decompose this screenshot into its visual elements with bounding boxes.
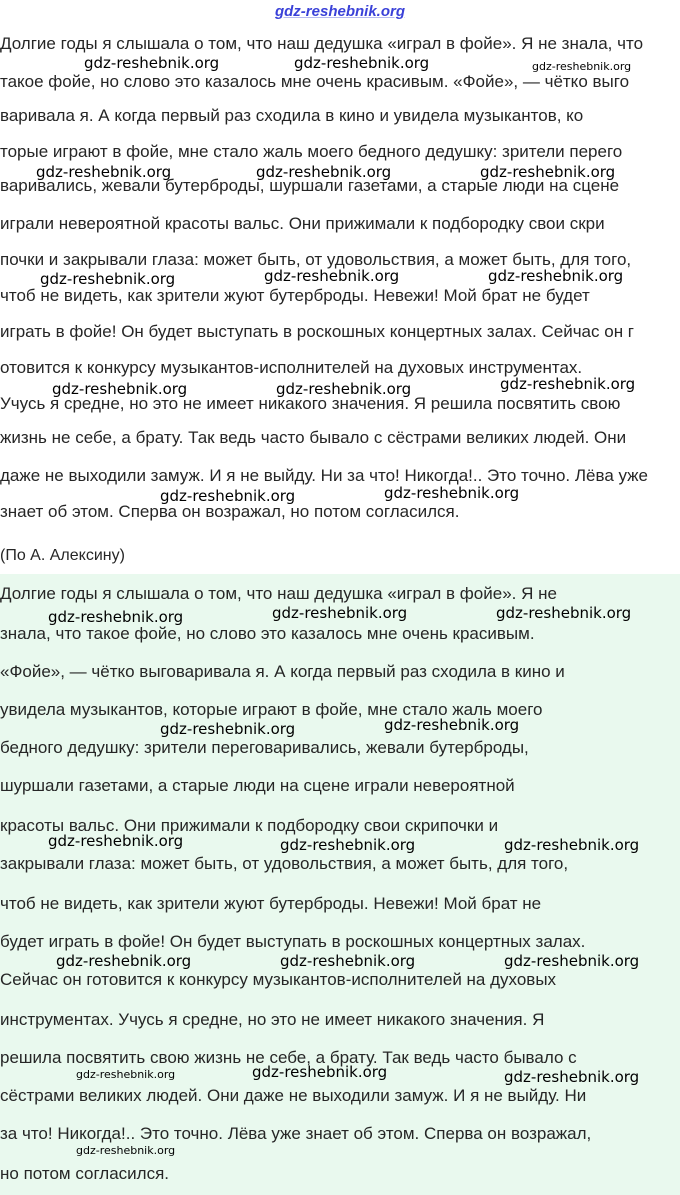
watermark: gdz-reshebnik.org (56, 952, 192, 970)
text-line: бедного дедушку: зрители переговаривались, жевали бутерброды, (0, 738, 529, 757)
watermark: gdz-reshebnik.org (532, 60, 632, 73)
text-line: красоты вальс. Они прижимали к подбородку свои скрипочки и (0, 816, 499, 835)
watermark: gdz-reshebnik.org (48, 832, 184, 850)
original-text-block (0, 30, 680, 530)
watermark: gdz-reshebnik.org (40, 270, 176, 288)
text-line: отовится к конкурсу музыкантов-исполнителей на духовых инструментах. (0, 358, 583, 377)
source-attribution: (По А. Алексину) (0, 547, 125, 564)
text-line: увидела музыкантов, которые играют в фойе, мне стало жаль моего (0, 700, 543, 719)
text-line: инструментах. Учусь я средне, но это не имеет никакого значения. Я (0, 1010, 545, 1029)
answer-text-block (0, 574, 680, 1195)
watermark: gdz-reshebnik.org (504, 952, 640, 970)
text-line: но потом согласился. (0, 1164, 170, 1183)
watermark: gdz-reshebnik.org (504, 1068, 640, 1086)
watermark: gdz-reshebnik.org (294, 54, 430, 72)
text-line: Долгие годы я слышала о том, что наш дедушка «играл в фойе». Я не знала, что (0, 34, 644, 53)
text-line: шуршали газетами, а старые люди на сцене играли невероятной (0, 776, 515, 795)
text-line: решила посвятить свою жизнь не себе, а брату. Так ведь часто бывало с (0, 1048, 577, 1067)
watermark: gdz-reshebnik.org (488, 267, 624, 285)
watermark: gdz-reshebnik.org (160, 487, 296, 505)
watermark: gdz-reshebnik.org (36, 163, 172, 181)
watermark: gdz-reshebnik.org (480, 163, 616, 181)
watermark: gdz-reshebnik.org (272, 604, 408, 622)
text-line: варивались, жевали бутерброды, шуршали газетами, а старые люди на сцене (0, 176, 620, 195)
text-line: за что! Никогда!.. Это точно. Лёва уже знает об этом. Сперва он возражал, (0, 1124, 592, 1143)
watermark: gdz-reshebnik.org (504, 836, 640, 854)
text-line: варивала я. А когда первый раз сходила в кино и увидела музыкантов, ко (0, 106, 584, 125)
site-header-link[interactable]: gdz-reshebnik.org (274, 3, 405, 20)
watermark: gdz-reshebnik.org (52, 380, 188, 398)
watermark: gdz-reshebnik.org (252, 1063, 388, 1081)
text-line: даже не выходили замуж. И я не выйду. Ни за что! Никогда!.. Это точно. Лёва уже (0, 466, 649, 485)
text-line: торые играют в фойе, мне стало жаль моего бедного дедушку: зрители перего (0, 142, 623, 161)
watermark: gdz-reshebnik.org (384, 484, 520, 502)
text-line: будет играть в фойе! Он будет выступать в роскошных концертных залах. (0, 932, 586, 951)
watermark: gdz-reshebnik.org (276, 380, 412, 398)
text-line: Долгие годы я слышала о том, что наш дедушка «играл в фойе». Я не (0, 584, 557, 603)
text-line: чтоб не видеть, как зрители жуют бутерброды. Невежи! Мой брат не будет (0, 286, 590, 305)
watermark: gdz-reshebnik.org (48, 608, 184, 626)
text-line: чтоб не видеть, как зрители жуют бутерброды. Невежи! Мой брат не (0, 894, 542, 913)
watermark: gdz-reshebnik.org (256, 163, 392, 181)
text-line: играть в фойе! Он будет выступать в роскошных концертных залах. Сейчас он г (0, 322, 635, 341)
text-line: Учусь я средне, но это не имеет никакого значения. Я решила посвятить свою (0, 394, 621, 413)
text-line: закрывали глаза: может быть, от удовольствия, а может быть, для того, (0, 854, 569, 873)
text-line: такое фойе, но слово это казалось мне очень красивым. «Фойе», — чётко выго (0, 72, 630, 91)
watermark: gdz-reshebnik.org (76, 1144, 176, 1157)
watermark: gdz-reshebnik.org (280, 952, 416, 970)
watermark: gdz-reshebnik.org (160, 720, 296, 738)
text-line: играли невероятной красоты вальс. Они прижимали к подбородку свои скри (0, 214, 605, 233)
text-line: «Фойе», — чётко выговаривала я. А когда первый раз сходила в кино и (0, 662, 565, 681)
text-line: Сейчас он готовится к конкурсу музыкантов-исполнителей на духовых (0, 970, 557, 989)
watermark: gdz-reshebnik.org (76, 1068, 176, 1081)
text-line: сёстрами великих людей. Они даже не выходили замуж. И я не выйду. Ни (0, 1086, 587, 1105)
text-line: почки и закрывали глаза: может быть, от удовольствия, а может быть, для того, (0, 250, 632, 269)
watermark: gdz-reshebnik.org (280, 836, 416, 854)
watermark: gdz-reshebnik.org (84, 54, 220, 72)
watermark: gdz-reshebnik.org (500, 375, 636, 393)
text-line: знала, что такое фойе, но слово это казалось мне очень красивым. (0, 624, 535, 643)
watermark: gdz-reshebnik.org (264, 267, 400, 285)
watermark: gdz-reshebnik.org (496, 604, 632, 622)
text-line: знает об этом. Сперва он возражал, но потом согласился. (0, 502, 460, 521)
watermark: gdz-reshebnik.org (384, 716, 520, 734)
text-line: жизнь не себе, а брату. Так ведь часто бывало с сёстрами великих людей. Они (0, 428, 627, 447)
